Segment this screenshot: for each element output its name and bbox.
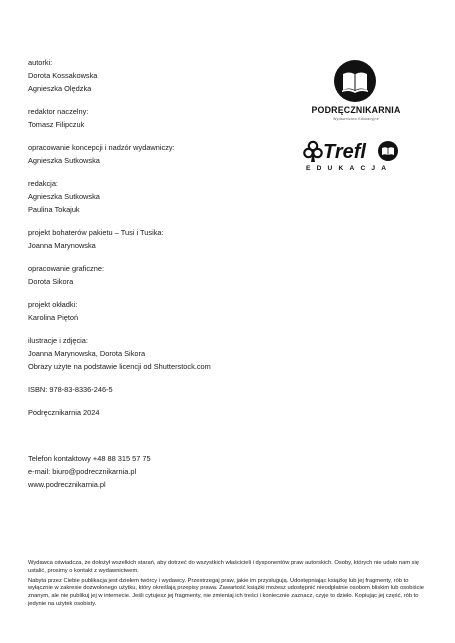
credit-block <box>28 430 278 443</box>
credit-value: www.podrecznikarnia.pl <box>28 479 106 489</box>
publisher-logo <box>296 56 416 124</box>
footer-paragraph: Nabyta przez Ciebie publikacja jest dziełem twórcy i wydawcy. Przestrzegaj praw, jakie im przysługują. Udostępniając książkę lub jej fragmenty, rób to wyłącznie w zakresie dozwolonego użytku, który określają przepisy prawa. Zawartość książki możesz udostępnić nieodpłatnie osobom bliskim lub osobiście znanym, ale nie publikuj jej w internecie. Jeśli cytujesz jej fragmenty, nie zmieniaj ich treści i koniecznie zaznacz, czyje to dzieło. Kopiując jej część, rób to jedynie na użytek osobisty. <box>28 577 424 607</box>
credit-block <box>28 106 278 132</box>
logos <box>296 56 416 178</box>
credit-heading: projekt bohaterów pakietu – Tusi i Tusika: <box>28 227 164 237</box>
publisher-name: PODRĘCZNIKARNIA <box>311 105 401 115</box>
credit-heading: Podręcznikarnia 2024 <box>28 407 100 417</box>
credit-value: Agnieszka Sutkowska <box>28 155 100 165</box>
credit-block <box>28 335 278 374</box>
svg-text:Trefl: Trefl <box>323 141 366 163</box>
legal-footer <box>28 560 428 611</box>
credit-block <box>28 263 278 289</box>
credit-block <box>28 407 278 420</box>
credit-block <box>28 227 278 253</box>
credit-heading: ilustracje i zdjęcia: <box>28 335 88 345</box>
credit-value: Joanna Marynowska, Dorota Sikora <box>28 348 146 358</box>
credit-heading: opracowanie koncepcji i nadzór wydawniczy: <box>28 142 175 152</box>
credit-heading: ISBN: 978-83-8336-246-5 <box>28 384 113 394</box>
credit-block <box>28 178 278 217</box>
credit-heading: redakcja: <box>28 178 58 188</box>
credit-heading: redaktor naczelny: <box>28 106 89 116</box>
trefl-logo <box>296 138 416 178</box>
credit-value: e-mail: biuro@podrecznikarnia.pl <box>28 466 137 476</box>
credit-value: Agnieszka Olędzka <box>28 83 92 93</box>
credit-value: Joanna Marynowska <box>28 240 96 250</box>
credit-block <box>28 453 278 492</box>
credit-block <box>28 384 278 397</box>
credit-value: Dorota Kossakowska <box>28 70 98 80</box>
credit-block <box>28 142 278 168</box>
trefl-wordmark-icon <box>303 138 403 166</box>
credit-block <box>28 299 278 325</box>
credit-heading: autorki: <box>28 58 53 67</box>
credit-heading <box>28 430 278 443</box>
credit-value: Tomasz Filipczuk <box>28 119 85 129</box>
footer-paragraph: Wydawca oświadcza, że dołożył wszelkich starań, aby dotrzeć do wszystkich właścicieli i dysponentów praw autorskich. Osoby, których nie udało nam się ustalić, prosimy o kontakt z wydawnictwem. <box>28 560 420 574</box>
credit-heading: projekt okładki: <box>28 299 78 309</box>
credit-value: Paulina Tokajuk <box>28 204 80 214</box>
credit-heading: opracowanie graficzne: <box>28 263 105 273</box>
credit-heading: Telefon kontaktowy +48 88 315 57 75 <box>28 454 151 463</box>
credit-block <box>28 57 278 96</box>
credit-value: Dorota Sikora <box>28 276 74 286</box>
credit-value: Karolina Piętoń <box>28 312 79 322</box>
trefl-subtitle: EDUKACJA <box>306 165 393 172</box>
book-icon <box>333 59 377 103</box>
credit-value: Obrazy użyte na podstawie licencji od Shutterstock.com <box>28 361 211 371</box>
publisher-tagline: Wydawnictwo Edukacyjne <box>333 117 379 121</box>
credits-list <box>28 57 278 502</box>
credit-value: Agnieszka Sutkowska <box>28 191 100 201</box>
